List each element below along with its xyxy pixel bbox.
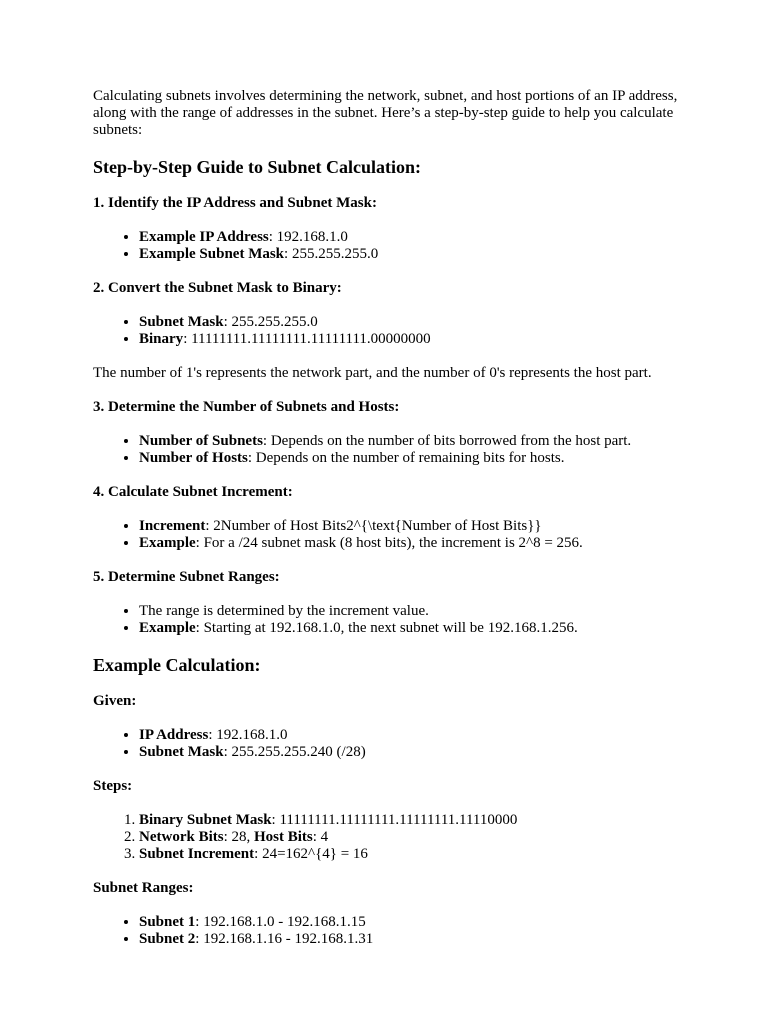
item-label: Example IP Address	[139, 229, 269, 245]
step1-list	[93, 229, 708, 263]
given-list	[93, 727, 708, 761]
guide-heading: Step-by-Step Guide to Subnet Calculation:	[93, 157, 422, 177]
step2-list	[93, 314, 708, 348]
item-value: : 192.168.1.0	[208, 727, 288, 743]
item-value: : 28,	[223, 829, 254, 845]
item-value: : 192.168.1.16 - 192.168.1.31	[195, 931, 374, 947]
item-label: Number of Hosts	[139, 450, 248, 466]
item-label: Example	[139, 620, 196, 636]
list-item	[139, 450, 708, 467]
list-item	[139, 829, 708, 846]
list-item	[139, 433, 708, 450]
example-heading: Example Calculation:	[93, 655, 261, 675]
item-value: : 255.255.255.240 (/28)	[223, 744, 366, 760]
item-value: : 11111111.11111111.11111111.00000000	[183, 331, 431, 347]
item-label: IP Address	[139, 727, 209, 743]
item-value: : 11111111.11111111.11111111.11110000	[271, 812, 518, 828]
item-value: : Depends on the number of bits borrowed from the host part.	[262, 433, 632, 449]
list-item	[139, 914, 708, 931]
item-value: : 2Number of Host Bits2^{\text{Number of Host Bits}}	[205, 518, 542, 534]
list-item	[139, 931, 708, 948]
list-item	[139, 846, 708, 863]
list-item: • The range is determined by the increment value.	[139, 603, 708, 620]
item-value: : 24=162^{4} = 16	[254, 846, 368, 862]
list-item	[139, 331, 708, 348]
list-item	[139, 620, 708, 637]
item-label: Host Bits	[254, 829, 313, 845]
item-label: Subnet Increment	[139, 846, 255, 862]
steps-list	[93, 812, 708, 863]
item-label: Example	[139, 535, 196, 551]
ranges-list	[93, 914, 708, 948]
item-label: Subnet Mask	[139, 744, 224, 760]
item-value: : Depends on the number of remaining bits for hosts.	[247, 450, 565, 466]
list-item	[139, 518, 708, 535]
item-label: Binary	[139, 331, 184, 347]
item-value: : 255.255.255.0	[223, 314, 318, 330]
item-label: Subnet 2	[139, 931, 196, 947]
list-item	[139, 812, 708, 829]
item-label: Binary Subnet Mask	[139, 812, 272, 828]
step2-heading: 2. Convert the Subnet Mask to Binary:	[93, 280, 342, 296]
item-label: Increment	[139, 518, 206, 534]
list-item	[139, 229, 708, 246]
item-value: : 192.168.1.0	[268, 229, 348, 245]
item-value: : 192.168.1.0 - 192.168.1.15	[195, 914, 366, 930]
item-label: Subnet 1	[139, 914, 196, 930]
list-item	[139, 246, 708, 263]
list-item	[139, 727, 708, 744]
item-label: Number of Subnets	[139, 433, 263, 449]
ranges-heading: Subnet Ranges:	[93, 880, 194, 896]
item-value: : 255.255.255.0	[284, 246, 379, 262]
given-heading: Given:	[93, 693, 137, 709]
step4-heading: 4. Calculate Subnet Increment:	[93, 484, 293, 500]
item-value: : Starting at 192.168.1.0, the next subnet will be 192.168.1.256.	[195, 620, 578, 636]
step3-heading: 3. Determine the Number of Subnets and Hosts:	[93, 399, 400, 415]
list-item	[139, 535, 708, 552]
binary-note: The number of 1's represents the network part, and the number of 0's represents the host part.	[93, 365, 652, 381]
list-item	[139, 744, 708, 761]
step3-list	[93, 433, 708, 467]
step1-heading: 1. Identify the IP Address and Subnet Mask:	[93, 195, 377, 211]
item-label: Example Subnet Mask	[139, 246, 285, 262]
steps-heading: Steps:	[93, 778, 133, 794]
step4-list	[93, 518, 708, 552]
step5-heading: 5. Determine Subnet Ranges:	[93, 569, 280, 585]
item-label: Network Bits	[139, 829, 224, 845]
item-value: : 4	[312, 829, 329, 845]
item-value: : For a /24 subnet mask (8 host bits), the increment is 2^8 = 256.	[195, 535, 583, 551]
list-item	[139, 314, 708, 331]
intro-paragraph: Calculating subnets involves determining the network, subnet, and host portions of an IP address, along with the range of addresses in the subnet. Here’s a step-by-step guide to help you calculate subnets:	[93, 88, 678, 138]
item-label: Subnet Mask	[139, 314, 224, 330]
step5-list	[93, 603, 708, 637]
